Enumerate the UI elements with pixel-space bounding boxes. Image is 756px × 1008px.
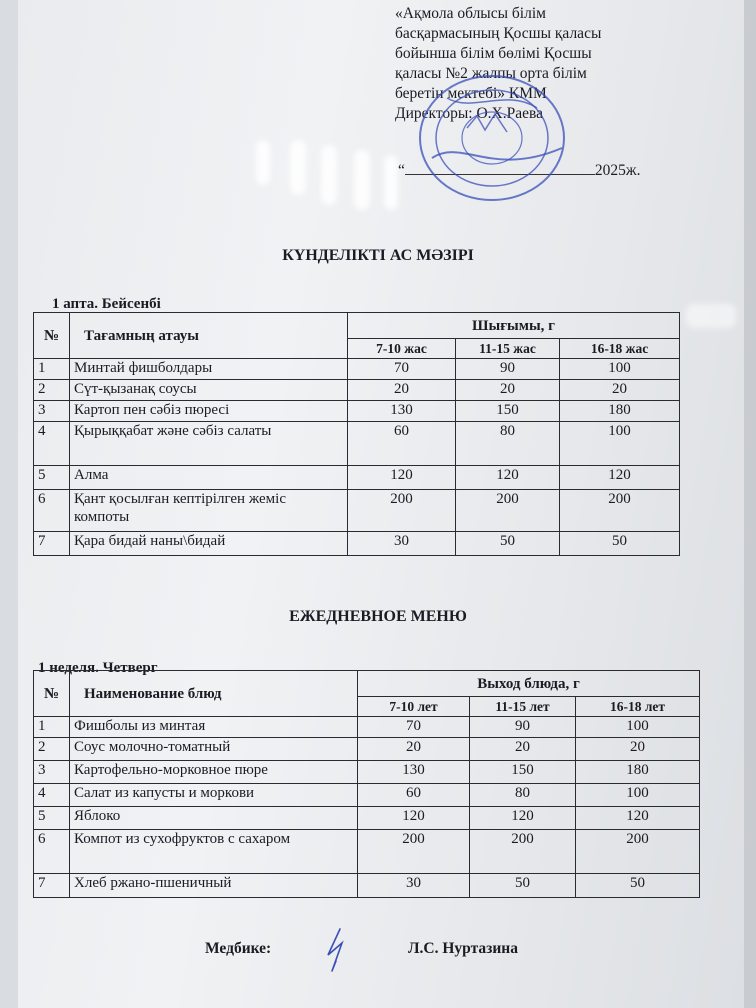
portion-16-18: 200 <box>560 490 680 532</box>
portion-11-15: 200 <box>470 830 576 874</box>
portion-16-18: 20 <box>576 738 700 761</box>
col-output-header: Шығымы, г <box>348 313 680 339</box>
portion-11-15: 200 <box>456 490 560 532</box>
portion-16-18: 50 <box>576 874 700 898</box>
table-row <box>34 422 680 466</box>
portion-11-15: 20 <box>456 380 560 401</box>
table-row <box>34 874 700 898</box>
portion-16-18: 100 <box>576 784 700 807</box>
col-output-header: Выход блюда, г <box>358 671 700 697</box>
kz-menu-title: КҮНДЕЛІКТІ АС МӘЗІРІ <box>282 247 474 264</box>
portion-16-18: 120 <box>560 466 680 490</box>
page-edge <box>744 0 756 1008</box>
portion-7-10: 70 <box>358 717 470 738</box>
col-name-header: Тағамның атауы <box>70 313 348 359</box>
table-header-row <box>34 671 700 697</box>
table-row <box>34 380 680 401</box>
light-glare <box>256 140 270 185</box>
dish-name: Яблоко <box>70 807 358 830</box>
table-row <box>34 401 680 422</box>
age-group-header: 16-18 лет <box>576 697 700 717</box>
dish-name: Картоп пен сәбіз пюресі <box>70 401 348 422</box>
kz-menu-subtitle: 1 апта. Бейсенбі <box>52 296 161 312</box>
dish-name: Қырыққабат және сәбіз салаты <box>70 422 348 466</box>
table-row <box>34 717 700 738</box>
row-number: 6 <box>34 830 70 874</box>
portion-16-18: 100 <box>560 359 680 380</box>
portion-11-15: 80 <box>470 784 576 807</box>
portion-7-10: 130 <box>358 761 470 784</box>
row-number: 7 <box>34 532 70 556</box>
row-number: 3 <box>34 401 70 422</box>
portion-11-15: 150 <box>470 761 576 784</box>
row-number: 4 <box>34 422 70 466</box>
date-prefix: “ <box>398 162 405 179</box>
light-glare <box>354 150 370 210</box>
portion-11-15: 150 <box>456 401 560 422</box>
portion-11-15: 90 <box>456 359 560 380</box>
portion-11-15: 50 <box>470 874 576 898</box>
row-number: 5 <box>34 807 70 830</box>
approval-line: қаласы №2 жалпы орта білім <box>395 65 587 82</box>
table-row <box>34 761 700 784</box>
col-number-header: № <box>34 313 70 359</box>
portion-16-18: 180 <box>560 401 680 422</box>
nurse-name: Л.С. Нуртазина <box>408 940 518 957</box>
row-number: 2 <box>34 380 70 401</box>
portion-16-18: 100 <box>576 717 700 738</box>
dish-name: Соус молочно-томатный <box>70 738 358 761</box>
portion-11-15: 80 <box>456 422 560 466</box>
row-number: 4 <box>34 784 70 807</box>
ru-menu-subtitle: 1 неделя. Четверг <box>38 660 158 676</box>
light-glare <box>321 145 337 205</box>
age-group-header: 16-18 жас <box>560 339 680 359</box>
portion-7-10: 120 <box>348 466 456 490</box>
row-number: 2 <box>34 738 70 761</box>
portion-7-10: 30 <box>348 532 456 556</box>
ru-menu-title: ЕЖЕДНЕВНОЕ МЕНЮ <box>289 608 467 625</box>
portion-7-10: 120 <box>358 807 470 830</box>
dish-name: Хлеб ржано-пшеничный <box>70 874 358 898</box>
row-number: 3 <box>34 761 70 784</box>
approval-line: бойынша білім бөлімі Қосшы <box>395 45 592 62</box>
ru-menu-table <box>33 670 700 898</box>
dish-name: Фишболы из минтая <box>70 717 358 738</box>
approval-line: басқармасының Қосшы қаласы <box>395 25 602 42</box>
table-row <box>34 738 700 761</box>
portion-7-10: 130 <box>348 401 456 422</box>
table-row <box>34 466 680 490</box>
dish-name: Салат из капусты и моркови <box>70 784 358 807</box>
portion-7-10: 20 <box>348 380 456 401</box>
official-seal-icon <box>412 68 572 208</box>
portion-11-15: 50 <box>456 532 560 556</box>
table-row <box>34 532 680 556</box>
age-group-header: 11-15 лет <box>470 697 576 717</box>
dish-name: Сүт-қызанақ соусы <box>70 380 348 401</box>
portion-11-15: 120 <box>470 807 576 830</box>
dish-name: Алма <box>70 466 348 490</box>
row-number: 1 <box>34 717 70 738</box>
dish-name: Қара бидай наны\бидай <box>70 532 348 556</box>
portion-7-10: 30 <box>358 874 470 898</box>
light-glare <box>686 304 736 328</box>
portion-7-10: 60 <box>358 784 470 807</box>
age-group-header: 7-10 жас <box>348 339 456 359</box>
age-group-header: 7-10 лет <box>358 697 470 717</box>
light-glare <box>384 155 398 210</box>
table-row <box>34 490 680 532</box>
row-number: 6 <box>34 490 70 532</box>
light-glare <box>290 140 306 195</box>
portion-7-10: 70 <box>348 359 456 380</box>
table-row <box>34 830 700 874</box>
dish-name: Минтай фишболдары <box>70 359 348 380</box>
table-row <box>34 784 700 807</box>
dish-name: Компот из сухофруктов с сахаром <box>70 830 358 874</box>
age-group-header: 11-15 жас <box>456 339 560 359</box>
nurse-role-label: Медбике: <box>205 940 272 957</box>
portion-7-10: 20 <box>358 738 470 761</box>
table-row <box>34 359 680 380</box>
row-number: 7 <box>34 874 70 898</box>
row-number: 1 <box>34 359 70 380</box>
portion-7-10: 200 <box>358 830 470 874</box>
approval-line: Директоры: О.Х.Раева <box>395 105 543 122</box>
row-number: 5 <box>34 466 70 490</box>
portion-11-15: 120 <box>456 466 560 490</box>
col-name-header: Наименование блюд <box>70 671 358 717</box>
kz-menu-table <box>33 312 680 556</box>
portion-16-18: 20 <box>560 380 680 401</box>
portion-16-18: 180 <box>576 761 700 784</box>
table-header-row <box>34 313 680 339</box>
date-year: 2025ж. <box>594 162 641 179</box>
portion-7-10: 200 <box>348 490 456 532</box>
dish-name: Картофельно-морковное пюре <box>70 761 358 784</box>
portion-7-10: 60 <box>348 422 456 466</box>
portion-11-15: 20 <box>470 738 576 761</box>
approval-line: беретін мектебі» КММ <box>395 85 547 102</box>
portion-16-18: 50 <box>560 532 680 556</box>
portion-11-15: 90 <box>470 717 576 738</box>
table-row <box>34 807 700 830</box>
dish-name: Қант қосылған кептірілген жеміс компоты <box>70 490 348 532</box>
portion-16-18: 200 <box>576 830 700 874</box>
col-number-header: № <box>34 671 70 717</box>
handwritten-signature-icon <box>318 925 358 975</box>
portion-16-18: 100 <box>560 422 680 466</box>
approval-line: «Ақмола облысы білім <box>395 5 546 22</box>
portion-16-18: 120 <box>576 807 700 830</box>
